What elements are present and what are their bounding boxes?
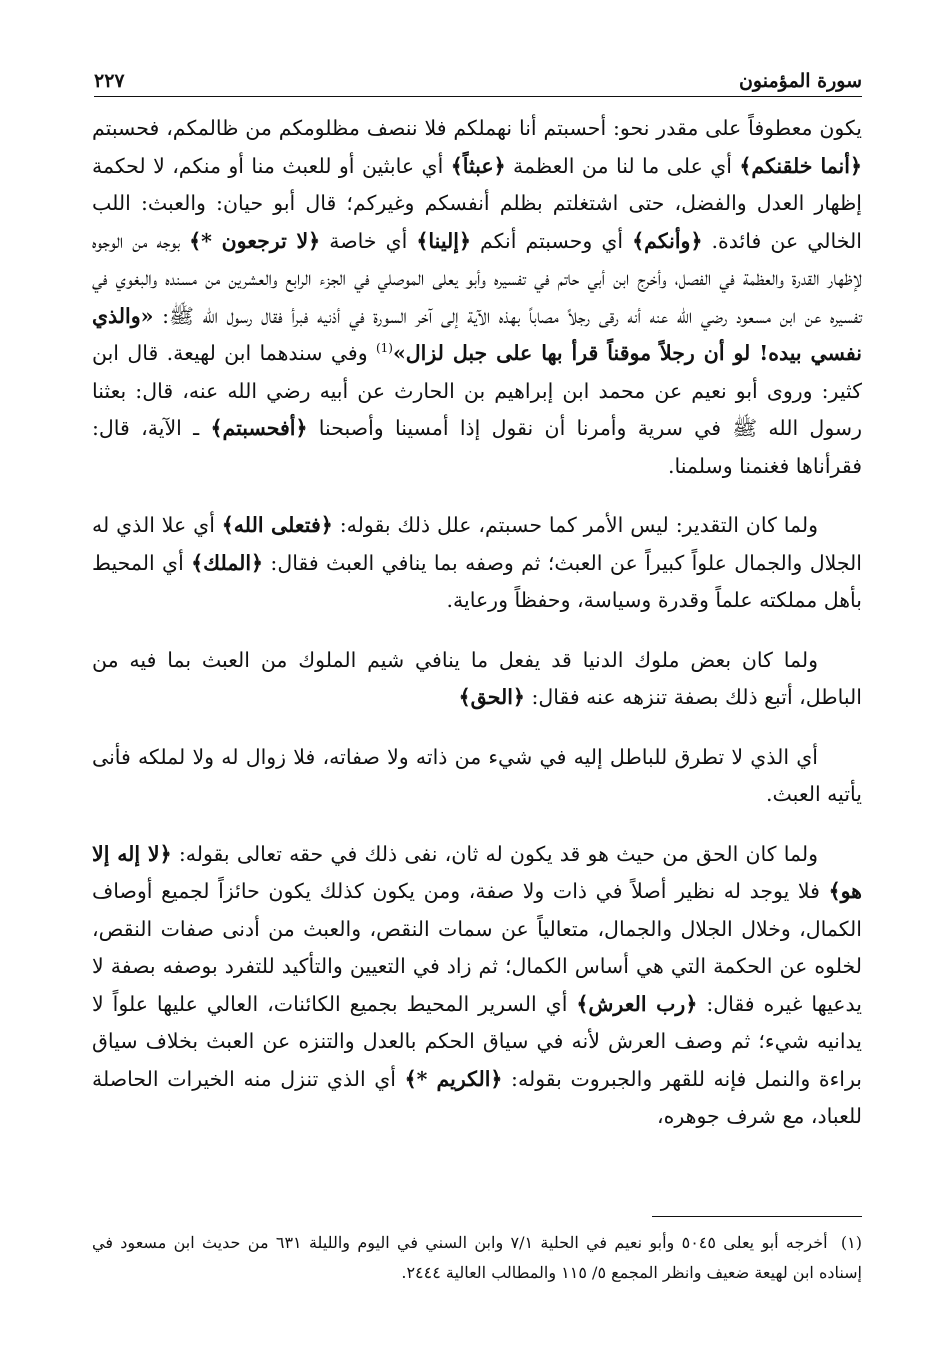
- quran-quote: «والذي نفسي بيده! لو أن رجلاً موقناً قرأ بها على جبل لزال»: [92, 303, 862, 365]
- paragraph: [92, 836, 862, 1136]
- text-run: يكون معطوفاً على مقدر نحو: أحسبتم أنا نهملكم فلا ننصف مظلومكم من ظالمكم، فحسبتم: [92, 116, 862, 140]
- text-run: أي عابثين أو للعبث منا أو منكم، لا لحكمة إظهار العدل والفضل، حتى اشتغلتم بظلم أنفسكم وغيركم؛ قال أبو حيان: والعبث: اللب الخالي عن فائدة.: [92, 153, 862, 253]
- text-run: ولما كان الحق من حيث هو قد يكون له ثان، نفى ذلك في حقه تعالى بقوله:: [171, 841, 818, 866]
- page-header: [94, 60, 862, 97]
- text-run: ولما كان التقدير: ليس الأمر كما حسبتم، علل ذلك بقوله:: [332, 513, 818, 537]
- text-run: أي المحيط بأهل مملكته علماً وقدرة وسياسة، وحفظاً ورعاية.: [92, 550, 862, 612]
- text-run: أي خاصة: [320, 228, 417, 253]
- quran-quote: ﴿أنما خلقنكم﴾: [739, 153, 862, 178]
- text-run: فلا يوجد له نظير أصلاً في ذات ولا صفة، ومن يكون كذلك يكون حائزاً لجميع أوصاف الكمال، وخلال الجلال والجمال، متعالياً عن سمات النقص، والعبث من أدنى صفات النقص، لخلوه عن الحكمة التي هي أساس الكمال؛ ثم زاد في التعيين والتأكيد للتفرد بوصفه بصفة لا يدعيها غيره فقال:: [92, 879, 862, 1016]
- quran-quote: ﴿الكريم *﴾: [404, 1066, 503, 1091]
- text-run: أي الذي لا تطرق للباطل إليه في شيء من ذاته ولا صفاته، فلا زوال له ولا لملكه فأنى يأتيه العبث.: [92, 744, 862, 806]
- quran-quote: ﴿الحق﴾: [458, 685, 525, 709]
- footnote-divider: [652, 1216, 862, 1217]
- text-run: ولما كان بعض ملوك الدنيا قد يفعل ما ينافي شيم الملوك من العبث بما فيه من الباطل، أتبع ذلك بصفة تنزهه عنه فقال:: [92, 647, 862, 709]
- paragraph: [92, 110, 862, 485]
- quran-quote: ﴿وأنكم﴾: [632, 228, 703, 253]
- surah-title: سورة المؤمنون: [738, 70, 862, 92]
- footnote-ref: (1): [375, 341, 393, 356]
- text-run: ـ الآية، قال: فقرأناها فغنمنا وسلمنا.: [92, 416, 862, 478]
- paragraph: [92, 739, 862, 814]
- footnote-text: أخرجه أبو يعلى ٥٠٤٥ وأبو نعيم في الحلية ٧/١ وابن السني في اليوم والليلة ٦٣١ من حديث ابن مسعود في إسناده ابن لهيعة ضعيف وانظر المجمع ٥/ ١١٥ والمطالب العالية ٢٤٤٤.: [92, 1233, 862, 1282]
- text-run: بوجه من الوجوه لإظهار القدرة والعظمة في الفصل، وأخرج ابن أبي حاتم في تفسيره وأبو يعلى الموصلي في الجزء الرابع والعشرين من مسنده والبغوي في تفسيره عن ابن مسعود رضي الله عنه أنه رقى رجلاً مصاباً بهذه الآية إلى آخر السورة في أذنيه فبرأ فقال رسول الله ﷺ:: [92, 228, 862, 328]
- quran-quote: ﴿أفحسبتم﴾: [210, 416, 308, 440]
- quran-quote: ﴿فتعلى الله﴾: [221, 513, 333, 537]
- footnote-number: (١): [840, 1233, 862, 1252]
- text-run: أي وحسبتم أنكم: [470, 228, 633, 253]
- quran-quote: ﴿رب العرش﴾: [576, 991, 698, 1016]
- main-text: [92, 110, 862, 1158]
- text-run: أي على ما لنا من العظمة: [505, 153, 740, 178]
- quran-quote: ﴿إلينا﴾: [416, 228, 471, 253]
- page-number: ٢٢٧: [94, 70, 125, 92]
- text-run: أي علا الذي له الجلال والجمال علواً كبيراً عن العبث؛ ثم وصفه بما ينافي العبث فقال:: [92, 513, 862, 575]
- quran-quote: ﴿لا إله إلا هو﴾: [92, 841, 862, 903]
- quran-quote: ﴿لا ترجعون *﴾: [189, 228, 321, 253]
- text-run: وفي سندهما ابن لهيعة. قال ابن كثير: وروى أبو نعيم عن محمد ابن إبراهيم بن الحارث عن أبيه رضي الله عنه، قال: بعثنا رسول الله ﷺ في سرية وأمرنا أن نقول إذا أمسينا وأصبحنا: [92, 341, 862, 440]
- paragraph: [92, 642, 862, 717]
- footnote: [92, 1228, 862, 1288]
- quran-quote: ﴿عبثاً﴾: [450, 153, 506, 178]
- text-run: أي السرير المحيط بجميع الكائنات، العالي عليها علواً لا يدانيه شيء؛ ثم وصف العرش لأنه في سياق الحكم بالعدل والتنزه عن العبث بخلاف سياق براءة والنمل فإنه للقهر والجبروت بقوله:: [92, 991, 862, 1091]
- quran-quote: ﴿الملك﴾: [191, 550, 264, 575]
- text-run: أي الذي تنزل منه الخيرات الحاصلة للعباد، مع شرف جوهره،: [92, 1066, 862, 1128]
- paragraph: [92, 507, 862, 620]
